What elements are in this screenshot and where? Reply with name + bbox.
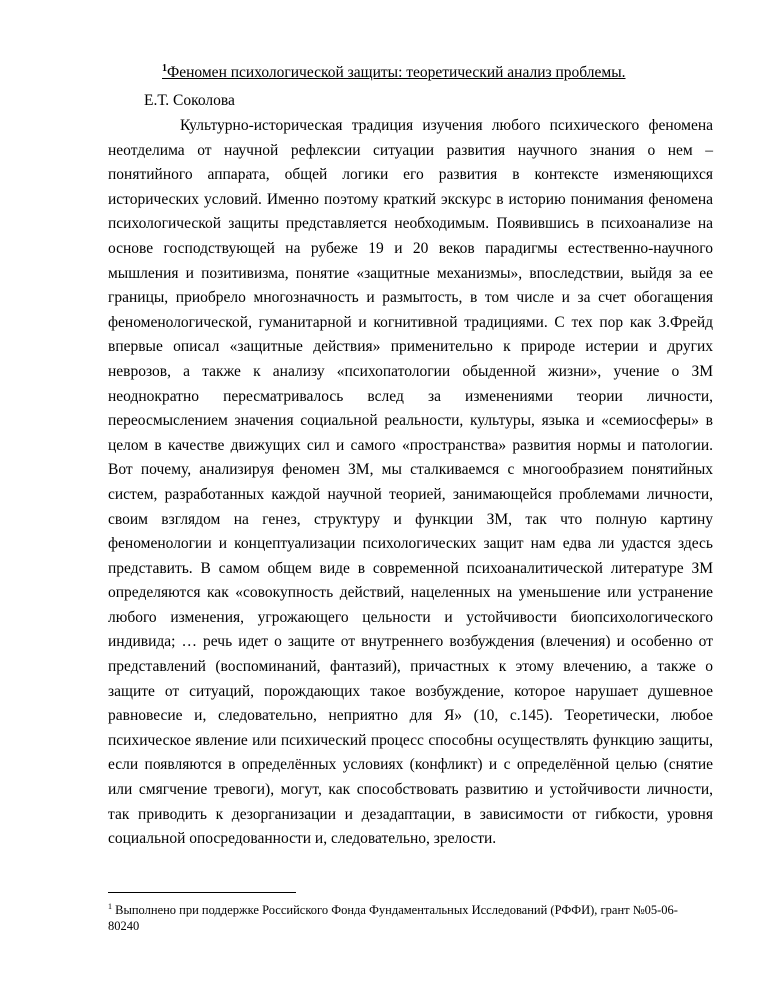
footnote-separator [108,892,296,893]
title-text: Феномен психологической защиты: теоретический анализ проблемы. [167,64,626,81]
footnote-marker: 1 [108,901,112,911]
footnote [108,902,708,934]
footnote-text: Выполнено при поддержке Российского Фонда Фундаментальных Исследований (РФФИ), грант №05-06-80240 [108,903,678,933]
body-paragraph: Культурно-историческая традиция изучения любого психического феномена неотделима от научной рефлексии ситуации развития научного знания о нем – понятийного аппарата, общей логики его развития в контексте изменяющихся исторических условий. Именно поэтому краткий экскурс в историю понимания феномена психологической защиты представляется необходимым. Появившись в психоанализе на основе господствующей на рубеже 19 и 20 веков парадигмы естественно-научного мышления и позитивизма, понятие «защитные механизмы», впоследствии, выйдя за ее границы, приобрело многозначность и размытость, в том числе и за счет обогащения феноменологической, гуманитарной и когнитивной традициями. С тех пор как З.Фрейд впервые описал «защитные действия» применительно к природе истерии и других неврозов, а также к анализу «психопатологии обыденной жизни», учение о ЗМ неоднократно пересматривалось вслед за изменениями теории личности, переосмыслением значения социальной реальности, культуры, языка и «семиосферы» в целом в качестве движущих сил и самого «пространства» развития нормы и патологии. Вот почему, анализируя феномен ЗМ, мы сталкиваемся с многообразием понятийных систем, разработанных каждой научной теорией, занимающейся проблемами личности, своим взглядом на генез, структуру и функции ЗМ, так что полную картину феноменологии и концептуализации психологических защит нам едва ли удастся здесь представить. В самом общем виде в современной психоаналитической литературе ЗМ определяются как «совокупность действий, нацеленных на уменьшение или устранение любого изменения, угрожающего цельности и устойчивости биопсихологического индивида; … речь идет о защите от внутреннего возбуждения (влечения) и особенно от представлений (воспоминаний, фантазий), причастных к этому влечению, а также о защите от ситуаций, порождающих такое возбуждение, которое нарушает душевное равновесие и, следовательно, неприятно для Я» (10, с.145). Теоретически, любое психическое явление или психический процесс способны осуществлять функцию защиты, если появляются в определённых условиях (конфликт) и с определённой целью (снятие или смягчение тревоги), могут, как способствовать развитию и устойчивости личности, так приводить к дезорганизации и дезадаптации, в зависимости от гибкости, уровня социальной опосредованности и, следовательно, зрелости. [108,117,713,848]
title-footnote-marker: 1 [162,62,167,74]
author-name: Е.Т. Соколова [144,92,235,109]
article-title [162,64,626,82]
